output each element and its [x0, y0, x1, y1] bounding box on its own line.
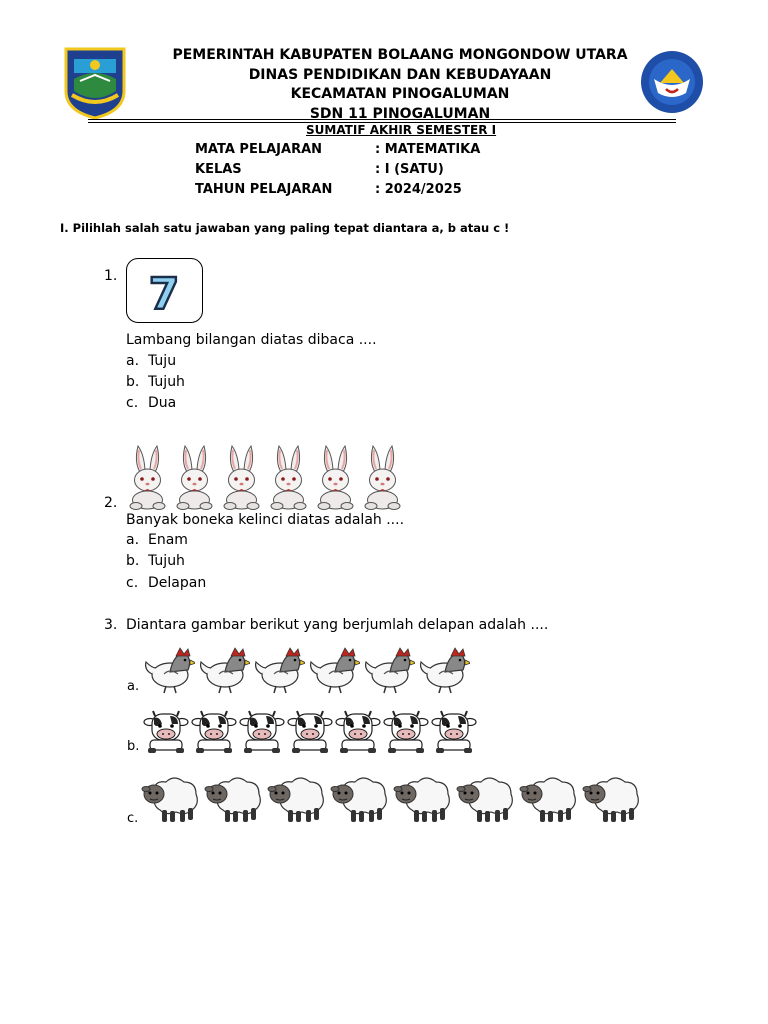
- rabbit-icon: [171, 442, 218, 510]
- q3-chicken-row[interactable]: [140, 644, 470, 694]
- q3-number: 3.: [104, 617, 118, 633]
- option-letter: c.: [126, 575, 139, 591]
- q1-option-c[interactable]: [126, 395, 176, 411]
- sheep-icon: [140, 772, 201, 824]
- q1-question: Lambang bilangan diatas dibaca ....: [126, 332, 377, 348]
- exam-title: SUMATIF AKHIR SEMESTER I: [306, 123, 497, 137]
- info-value: : I (SATU): [375, 162, 444, 177]
- cow-icon: [190, 710, 238, 754]
- q1-option-a[interactable]: [126, 353, 176, 369]
- sheep-icon: [329, 772, 390, 824]
- q1-number-card: [126, 258, 203, 323]
- option-letter: c.: [126, 395, 139, 411]
- info-label: MATA PELAJARAN: [195, 142, 323, 157]
- sheep-icon: [518, 772, 579, 824]
- header-divider: [88, 119, 676, 120]
- q3-option-c-letter[interactable]: c.: [127, 811, 139, 826]
- letterhead: [140, 46, 660, 124]
- digit-card-image: [127, 259, 201, 321]
- option-letter: a.: [126, 532, 140, 548]
- regency-emblem-logo: [60, 45, 130, 120]
- info-value: : 2024/2025: [375, 182, 462, 197]
- q2-number: 2.: [104, 495, 118, 511]
- rabbit-icon: [312, 442, 359, 510]
- q3-cow-row[interactable]: [142, 710, 478, 754]
- rabbit-icon: [218, 442, 265, 510]
- info-label: TAHUN PELAJARAN: [195, 182, 333, 197]
- rabbit-icon: [265, 442, 312, 510]
- header-line-3: KECAMATAN PINOGALUMAN: [290, 86, 510, 102]
- rabbit-icon: [359, 442, 406, 510]
- cow-icon: [334, 710, 382, 754]
- sheep-icon: [392, 772, 453, 824]
- option-text: Tuju: [148, 353, 177, 369]
- digit-glyph: 7: [148, 269, 180, 320]
- q2-option-a[interactable]: [126, 532, 188, 548]
- q3-sheep-row[interactable]: [140, 772, 644, 824]
- q3-question: Diantara gambar berikut yang berjumlah delapan adalah ....: [126, 617, 549, 633]
- option-text: Dua: [148, 395, 177, 411]
- q2-question: Banyak boneka kelinci diatas adalah ....: [126, 512, 405, 528]
- option-text: Tujuh: [148, 374, 185, 390]
- rabbit-icon: [124, 442, 171, 510]
- q3-option-b-letter[interactable]: b.: [127, 739, 140, 754]
- option-text: Enam: [148, 532, 188, 548]
- header-line-2: DINAS PENDIDIKAN DAN KEBUDAYAAN: [248, 66, 552, 83]
- q1-option-b[interactable]: [126, 374, 185, 390]
- header-line-4: SDN 11 PINOGALUMAN: [309, 105, 491, 122]
- section-instruction: I. Pilihlah salah satu jawaban yang paling tepat diantara a, b atau c !: [60, 221, 510, 235]
- info-value: : MATEMATIKA: [375, 142, 481, 157]
- cow-icon: [286, 710, 334, 754]
- q2-option-b[interactable]: [126, 553, 185, 569]
- cow-icon: [382, 710, 430, 754]
- option-letter: b.: [126, 553, 140, 569]
- cow-icon: [238, 710, 286, 754]
- sheep-icon: [266, 772, 327, 824]
- option-letter: b.: [126, 374, 140, 390]
- info-label: KELAS: [195, 162, 242, 177]
- option-text: Tujuh: [148, 553, 185, 569]
- sheep-icon: [581, 772, 642, 824]
- header-line-1: PEMERINTAH KABUPATEN BOLAANG MONGONDOW UTARA: [172, 47, 628, 63]
- chicken-icon: [305, 644, 360, 694]
- chicken-icon: [140, 644, 195, 694]
- chicken-icon: [250, 644, 305, 694]
- q1-number: 1.: [104, 268, 118, 284]
- option-text: Delapan: [148, 575, 207, 591]
- chicken-icon: [415, 644, 470, 694]
- q3-option-a-letter[interactable]: a.: [127, 679, 140, 694]
- chicken-icon: [195, 644, 250, 694]
- q2-option-c[interactable]: [126, 575, 206, 591]
- sheep-icon: [455, 772, 516, 824]
- q2-rabbit-row: [124, 442, 406, 510]
- cow-icon: [430, 710, 478, 754]
- cow-icon: [142, 710, 190, 754]
- option-letter: a.: [126, 353, 140, 369]
- sheep-icon: [203, 772, 264, 824]
- chicken-icon: [360, 644, 415, 694]
